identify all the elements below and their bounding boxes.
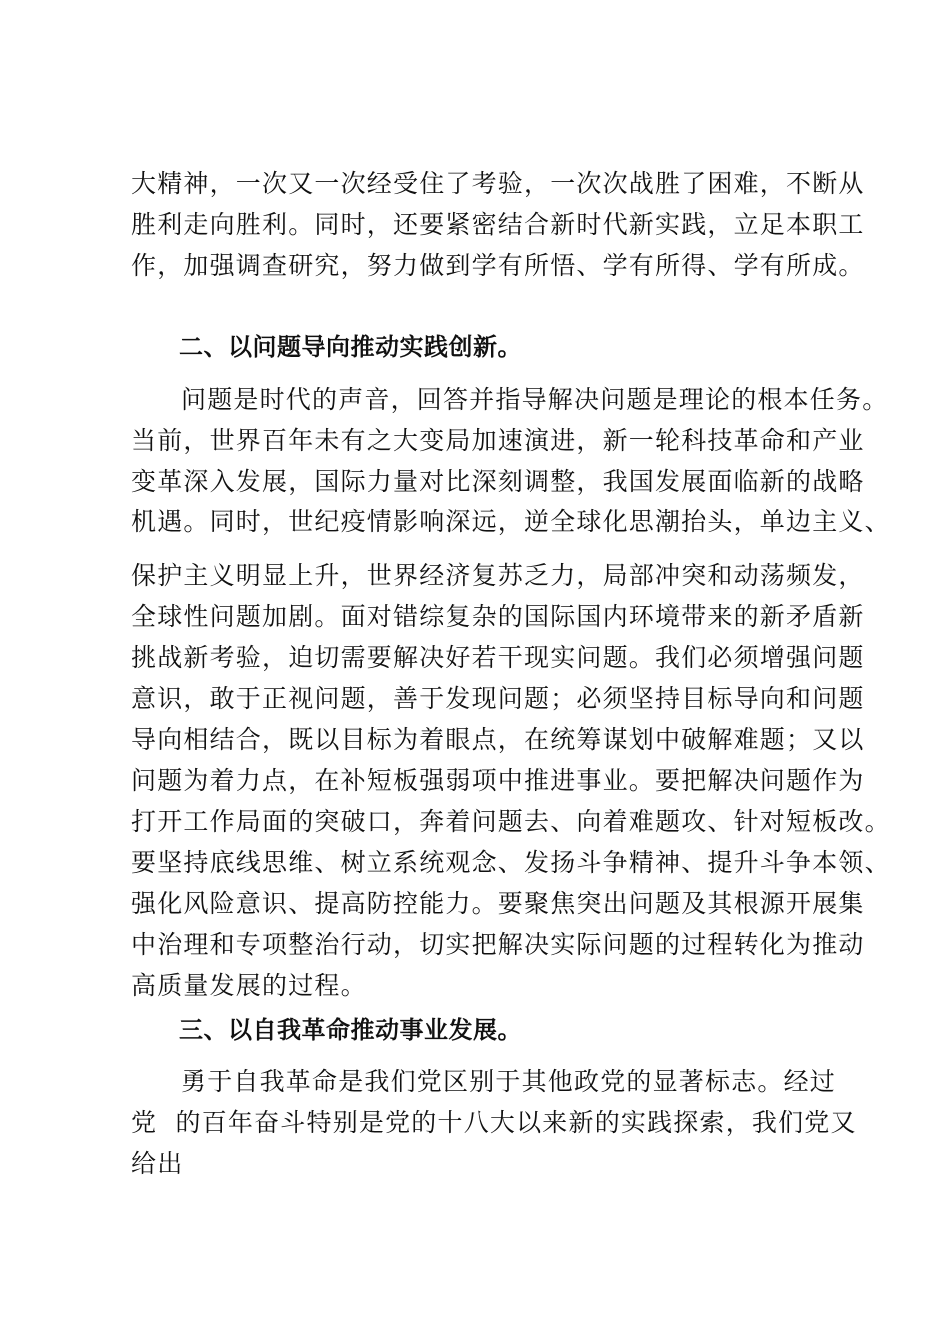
- paragraph-line: 要坚持底线思维、树立系统观念、发扬斗争精神、提升斗争本领、: [131, 848, 891, 877]
- paragraph-line: 问题是时代的声音，回答并指导解决问题是理论的根本任务。: [181, 385, 889, 414]
- paragraph-line: 勇于自我革命是我们党区别于其他政党的显著标志。经过: [181, 1067, 837, 1096]
- paragraph-line: 中治理和专项整治行动，切实把解决实际问题的过程转化为推动: [131, 930, 865, 959]
- paragraph-line: 给出: [131, 1149, 184, 1178]
- paragraph-line: 高质量发展的过程。: [131, 971, 367, 1000]
- paragraph-line: 挑战新考验，迫切需要解决好若干现实问题。我们必须增强问题: [131, 643, 865, 672]
- paragraph-line: 机遇。同时，世纪疫情影响深远，逆全球化思潮抬头，单边主义、: [131, 507, 891, 536]
- paragraph-line: 作，加强调查研究，努力做到学有所悟、学有所得、学有所成。: [131, 251, 865, 280]
- paragraph-line: 全球性问题加剧。面对错综复杂的国际国内环境带来的新矛盾新: [131, 602, 865, 631]
- section-heading-2: 二、以问题导向推动实践创新。: [179, 333, 522, 361]
- paragraph-line: 变革深入发展，国际力量对比深刻调整，我国发展面临新的战略: [131, 467, 865, 496]
- paragraph-line: 问题为着力点，在补短板强弱项中推进事业。要把解决问题作为: [131, 766, 865, 795]
- paragraph-line: 胜利走向胜利。同时，还要紧密结合新时代新实践，立足本职工: [131, 210, 865, 239]
- paragraph-line: 党 的百年奋斗特别是党的十八大以来新的实践探索，我们党又: [131, 1108, 857, 1137]
- paragraph-line: 意识，敢于正视问题，善于发现问题；必须坚持目标导向和问题: [131, 684, 865, 713]
- paragraph-line: 打开工作局面的突破口，奔着问题去、向着难题攻、针对短板改。: [131, 807, 891, 836]
- paragraph-line: 当前，世界百年未有之大变局加速演进，新一轮科技革命和产业: [131, 426, 865, 455]
- section-heading-3: 三、以自我革命推动事业发展。: [179, 1016, 522, 1044]
- paragraph-line: 强化风险意识、提高防控能力。要聚焦突出问题及其根源开展集: [131, 889, 865, 918]
- paragraph-line: 保护主义明显上升，世界经济复苏乏力，局部冲突和动荡频发，: [131, 561, 865, 590]
- paragraph-line: 导向相结合，既以目标为着眼点，在统筹谋划中破解难题；又以: [131, 725, 865, 754]
- paragraph-line: 大精神，一次又一次经受住了考验，一次次战胜了困难，不断从: [131, 169, 865, 198]
